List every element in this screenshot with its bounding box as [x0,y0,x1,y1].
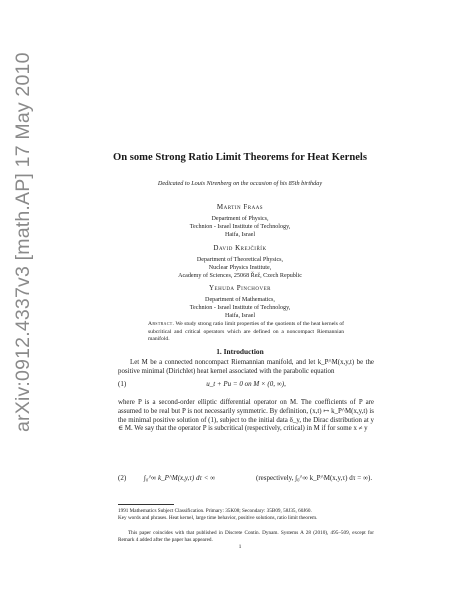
equation-number: (1) [118,380,127,388]
affiliation-line: Department of Mathematics, [205,297,275,303]
intro-paragraph-1: Let M be a connected noncompact Riemannian manifold, and let k_P^M(x,y,t) be the positive minimal (Dirichlet) heat kernel associated with the parabolic equation [118,359,374,375]
footnote-keywords: Key words and phrases. Heat kernel, large time behavior, positive solutions, ratio limit theorem. [118,515,318,521]
affiliation-line: Technion - Israel Institute of Technology, [189,224,291,231]
dedication: Dedicated to Louis Nirenberg on the occasion of his 85th birthday [157,180,323,187]
footnote-msc: 1991 Mathematics Subject Classification. Primary: 35K08; Secondary: 35B09, 58J35, 60J60. [118,508,312,514]
affiliation-line: Department of Physics, [211,216,269,222]
author-affiliation-1 [60,215,420,240]
affiliation-line: Haifa, Israel [224,313,256,320]
abstract-label: Abstract. [148,321,175,327]
affiliation-line: Technion - Israel Institute of Technology, [189,305,291,312]
affiliation-line: Haifa, Israel [224,232,256,239]
affiliation-line: Nuclear Physics Institute, [208,265,272,272]
footnote-publication-note: This paper coincides with that published in Discrete Contin. Dynam. Systems A 28 (2010), 495–509, except for Remark 4 added after the paper has appeared. [118,530,374,543]
author-affiliation-3 [60,296,420,321]
equation-right: (respectively, ∫₀^∞ k_P^M(x,y,τ) dτ = ∞). [256,474,373,482]
equation-left: ∫₀^∞ k_P^M(x,y,τ) dτ < ∞ [144,474,216,482]
intro-paragraph-2: where P is a second-order elliptic differential operator on M. The coefficients of P are assumed to be real but P is not necessarily symmetric. By definition, (x,t) ↦ k_P^M(x,y,t) is the minimal positive solution of (1), subject to the initial data δ_y, the Dirac distribution at y ∈ M. We say that the operator P is subcritical (respectively, critical) in M if for some x ≠ y [118,399,374,433]
affiliation-line: Department of Theoretical Physics, [196,257,284,263]
author-name-2: David Krejčiřík [213,244,267,252]
equation-1 [118,380,374,394]
arxiv-identifier-stamp[interactable]: arXiv:0912.4337v3 [math.AP] 17 May 2010 [12,52,34,432]
affiliation-line: Academy of Sciences, 25068 Řež, Czech Republic [178,273,302,280]
equation-body: u_t + Pu = 0 on M × (0, ∞), [206,380,286,388]
author-affiliation-2 [60,256,420,281]
paper-title: On some Strong Ratio Limit Theorems for Heat Kernels [112,152,368,163]
equation-number: (2) [118,474,127,482]
author-name-1: Martin Fraas [216,203,264,211]
section-heading: 1. Introduction [216,347,264,356]
footnote-divider [118,504,174,505]
abstract [148,321,344,344]
page-number: 1 [238,544,242,550]
abstract-text: We study strong ratio limit properties of the quotients of the heat kernels of subcritical and critical operators which are defined on a noncompact Riemannian manifold. [148,321,344,342]
equation-2 [118,474,374,488]
author-name-3: Yehuda Pinchover [208,284,272,292]
